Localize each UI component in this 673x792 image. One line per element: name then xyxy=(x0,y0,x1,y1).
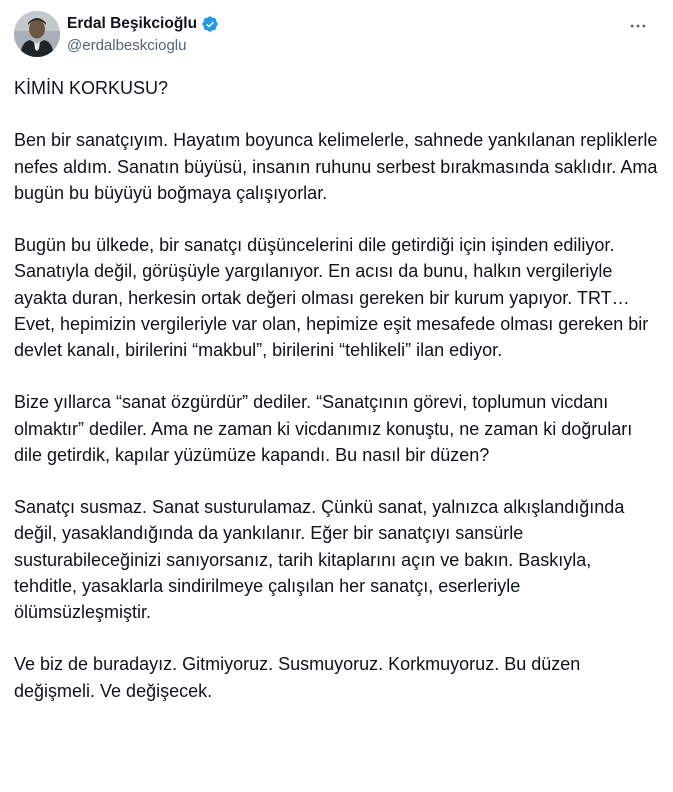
tweet-paragraph: Bize yıllarca “sanat özgürdür” dediler. “Sanatçının görevi, toplumun vicdanı olmaktır” dediler. Ama ne zaman ki vicdanımız konuştu, ne zaman ki doğruları dile getirdik, kapılar yüzümüze kapandı. Bu nasıl bir düzen? xyxy=(14,392,633,465)
profile-photo-icon xyxy=(14,11,60,57)
more-options-button[interactable] xyxy=(623,13,653,39)
tweet-paragraph: Ben bir sanatçıyım. Hayatım boyunca kelimelerle, sahnede yankılanan repliklerle nefes aldım. Sanatın büyüsü, insanın ruhunu serbest bırakmasında saklıdır. Ama bugün bu büyüyü boğmaya çalışıyorlar. xyxy=(14,130,658,203)
tweet-title: KİMİN KORKUSU? xyxy=(14,78,169,98)
more-options-icon xyxy=(628,16,648,36)
tweet-paragraph: Sanatçı susmaz. Sanat susturulamaz. Çünkü sanat, yalnızca alkışlandığında değil, yasaklandığında da yankılanır. Eğer bir sanatçıyı sansürle susturabileceğinizi sanıyorsanız, tarih kitaplarını açın ve bakın. Baskıyla, tehditle, yasaklarla sindirilmeye çalışılan her sanatçı, eserleriyle ölümsüzleşmiştir. xyxy=(14,497,625,622)
author-info xyxy=(67,14,219,54)
tweet-paragraph: Ve biz de buradayız. Gitmiyoruz. Susmuyoruz. Korkmuyoruz. Bu düzen değişmeli. Ve değişecek. xyxy=(14,654,581,701)
avatar[interactable] xyxy=(14,11,60,57)
author-name-row xyxy=(67,14,219,34)
tweet-header xyxy=(14,11,659,59)
author-handle[interactable]: @erdalbeskcioglu xyxy=(67,37,187,54)
verified-badge-icon[interactable] xyxy=(201,15,219,33)
author-display-name[interactable]: Erdal Beşikcioğlu xyxy=(67,15,198,32)
tweet-paragraph: Bugün bu ülkede, bir sanatçı düşüncelerini dile getirdiği için işinden ediliyor. Sanatıyla değil, görüşüyle yargılanıyor. En acısı da bunu, halkın vergileriyle ayakta duran, herkesin ortak değeri olması gereken bir kurum yapıyor. TRT… Evet, hepimizin vergileriyle var olan, hepimize eşit mesafede olması gereken bir devlet kanalı, birilerini “makbul”, birilerini “tehlikeli” ilan ediyor. xyxy=(14,235,649,360)
tweet-text xyxy=(14,75,659,730)
